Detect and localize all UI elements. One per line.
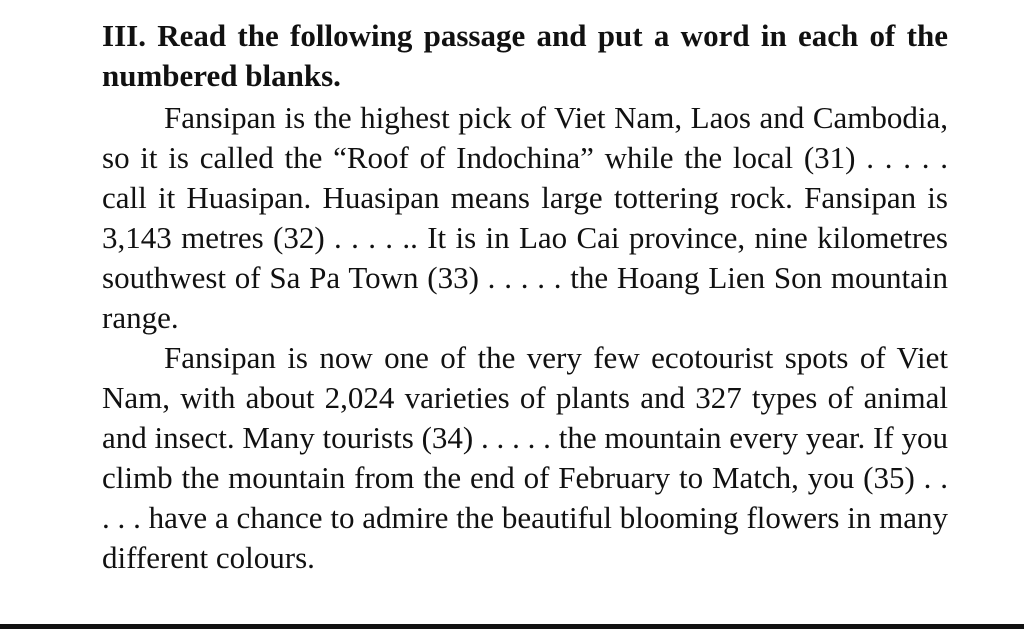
exercise-heading: III. Read the following passage and put a word in each of the numbered blanks.: [102, 18, 948, 93]
exercise-section: [102, 16, 948, 578]
passage-paragraph-1: Fansipan is the highest pick of Viet Nam, Laos and Cambodia, so it is called the “Roof of Indochina” while the local (31) . . . . . call it Huasipan. Huasipan means large tottering rock. Fansipan is 3,143 metres (32) . . . . .. It is in Lao Cai province, nine kilometres southwest of Sa Pa Town (33) . . . . . the Hoang Lien Son mountain range.: [102, 100, 948, 335]
bottom-divider: [0, 624, 1024, 629]
passage-paragraph-2: Fansipan is now one of the very few ecotourist spots of Viet Nam, with about 2,024 varieties of plants and 327 types of animal and insect. Many tourists (34) . . . . . the mountain every year. If you climb the mountain from the end of February to Match, you (35) . . . . . have a chance to admire the beautiful blooming flowers in many different colours.: [102, 340, 948, 575]
